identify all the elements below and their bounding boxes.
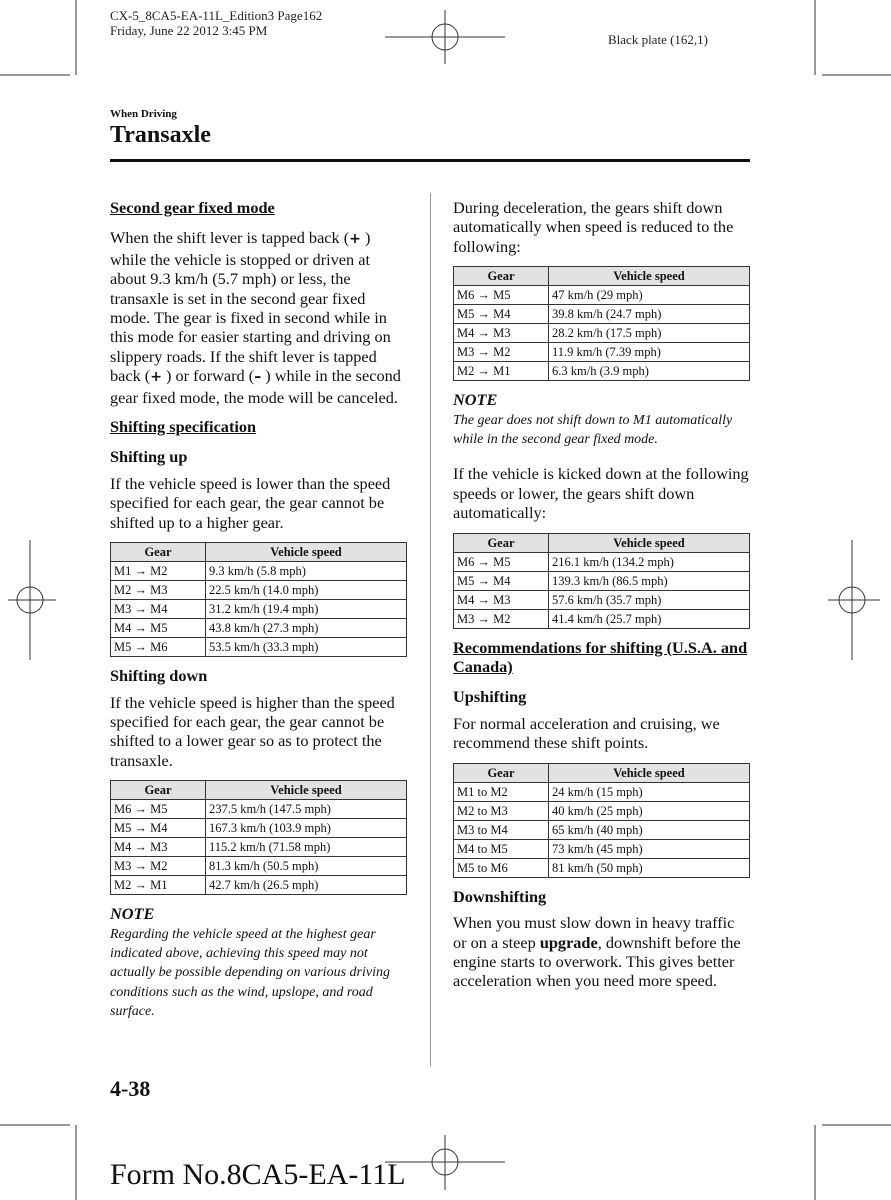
- gear-cell: M3 → M4: [111, 600, 206, 619]
- second-gear-paragraph: [110, 228, 408, 407]
- p1-part-b: ) while the vehicle is stopped or driven at about 9.3 km/h (5.7 mph) or less, the transaxle is set in the second gear fixed mode. The gear is fixed in second while in this mode for easier starting and driving on slippery roads. If the shift lever is tapped back (: [110, 228, 391, 386]
- speed-cell: 65 km/h (40 mph): [549, 820, 750, 839]
- section-label: When Driving: [110, 108, 177, 120]
- page-number: 4-38: [110, 1076, 151, 1101]
- speed-cell: 28.2 km/h (17.5 mph): [549, 324, 750, 343]
- col-header-speed: Vehicle speed: [206, 543, 407, 562]
- note-text: Regarding the vehicle speed at the highest gear indicated above, achieving this speed may not actually be possible depending on various driving conditions such as the wind, upslope, and road surface.: [110, 926, 390, 1020]
- shift-down-table: [110, 780, 407, 895]
- note-title: NOTE: [110, 904, 155, 924]
- table-row: [454, 609, 750, 628]
- table-row: [111, 638, 407, 657]
- col-header-gear: Gear: [454, 763, 549, 782]
- col-header-gear: Gear: [111, 781, 206, 800]
- gear-cell: M4 → M5: [111, 619, 206, 638]
- gear-cell: M5 → M4: [454, 571, 549, 590]
- speed-cell: 47 km/h (29 mph): [549, 286, 750, 305]
- shifting-down-text: If the vehicle speed is higher than the speed specified for each gear, the gear cannot be shifted to a lower gear so as to protect the transaxle.: [110, 692, 395, 770]
- print-job-line-1: CX-5_8CA5-EA-11L_Edition3 Page162: [110, 8, 323, 23]
- p1-part-a: When the shift lever is tapped back (: [110, 228, 350, 248]
- col-header-speed: Vehicle speed: [549, 763, 750, 782]
- table-row: [111, 838, 407, 857]
- shifting-up-text: If the vehicle speed is lower than the speed specified for each gear, the gear cannot be shifted up to a higher gear.: [110, 473, 391, 532]
- shifting-spec-heading: Shifting specification: [110, 417, 257, 437]
- speed-cell: 42.7 km/h (26.5 mph): [206, 876, 407, 895]
- speed-cell: 43.8 km/h (27.3 mph): [206, 619, 407, 638]
- minus-symbol: –: [254, 369, 262, 386]
- table-row: [111, 800, 407, 819]
- upshifting-heading: Upshifting: [453, 687, 527, 707]
- table-row: [111, 581, 407, 600]
- downshift-part-a: When you must slow down in heavy traffic or on a steep: [453, 913, 735, 952]
- col-header-gear: Gear: [454, 533, 549, 552]
- gear-cell: M2 → M1: [111, 876, 206, 895]
- speed-cell: 167.3 km/h (103.9 mph): [206, 819, 407, 838]
- gear-cell: M4 to M5: [454, 839, 549, 858]
- kickdown-text: If the vehicle is kicked down at the following speeds or lower, the gears shift down automatically:: [453, 464, 749, 523]
- gear-cell: M3 to M4: [454, 820, 549, 839]
- p1-part-c: ) or forward (: [161, 366, 255, 386]
- downshifting-heading: Downshifting: [453, 886, 547, 906]
- column-divider: [430, 193, 431, 1066]
- col-header-speed: Vehicle speed: [549, 267, 750, 286]
- downshift-bold-word: upgrade: [539, 932, 598, 952]
- speed-cell: 237.5 km/h (147.5 mph): [206, 800, 407, 819]
- kickdown-table: [453, 533, 750, 629]
- speed-cell: 6.3 km/h (3.9 mph): [549, 362, 750, 381]
- table-header-row: [454, 267, 750, 286]
- gear-cell: M6 → M5: [454, 552, 549, 571]
- table-row: [111, 857, 407, 876]
- speed-cell: 11.9 km/h (7.39 mph): [549, 343, 750, 362]
- speed-cell: 9.3 km/h (5.8 mph): [206, 562, 407, 581]
- note-title: NOTE: [453, 390, 498, 410]
- gear-cell: M2 to M3: [454, 801, 549, 820]
- downshifting-text: [453, 913, 751, 991]
- page-title: Transaxle: [110, 122, 211, 148]
- table-row: [454, 286, 750, 305]
- table-header-row: [111, 781, 407, 800]
- plus-symbol: +: [349, 231, 361, 248]
- speed-cell: 81.3 km/h (50.5 mph): [206, 857, 407, 876]
- speed-cell: 41.4 km/h (25.7 mph): [549, 609, 750, 628]
- table-row: [454, 820, 750, 839]
- gear-cell: M6 → M5: [454, 286, 549, 305]
- note-text: The gear does not shift down to M1 automatically while in the second gear fixed mode.: [453, 412, 733, 448]
- downshift-part-b: , downshift before the engine starts to overwork. This gives better acceleration when you need more speed.: [453, 932, 741, 991]
- table-row: [111, 600, 407, 619]
- speed-cell: 57.6 km/h (35.7 mph): [549, 590, 750, 609]
- col-header-speed: Vehicle speed: [549, 533, 750, 552]
- col-header-gear: Gear: [111, 543, 206, 562]
- gear-cell: M2 → M3: [111, 581, 206, 600]
- speed-cell: 31.2 km/h (19.4 mph): [206, 600, 407, 619]
- table-row: [111, 876, 407, 895]
- gear-cell: M5 → M6: [111, 638, 206, 657]
- shift-up-table: [110, 542, 407, 657]
- speed-cell: 24 km/h (15 mph): [549, 782, 750, 801]
- table-row: [111, 619, 407, 638]
- deceleration-table: [453, 266, 750, 381]
- table-row: [454, 552, 750, 571]
- table-row: [454, 590, 750, 609]
- upshifting-text: For normal acceleration and cruising, we recommend these shift points.: [453, 713, 720, 753]
- table-row: [454, 324, 750, 343]
- table-header-row: [454, 763, 750, 782]
- plus-symbol: +: [150, 369, 162, 386]
- col-header-speed: Vehicle speed: [206, 781, 407, 800]
- title-rule: [110, 159, 750, 162]
- table-row: [454, 839, 750, 858]
- deceleration-text: During deceleration, the gears shift down automatically when speed is reduced to the following:: [453, 198, 734, 256]
- gear-cell: M1 → M2: [111, 562, 206, 581]
- right-column: [453, 198, 751, 1001]
- table-row: [454, 782, 750, 801]
- gear-cell: M5 to M6: [454, 858, 549, 877]
- gear-cell: M5 → M4: [454, 305, 549, 324]
- left-column: [110, 198, 408, 1037]
- gear-cell: M4 → M3: [454, 324, 549, 343]
- gear-cell: M4 → M3: [454, 590, 549, 609]
- table-header-row: [454, 533, 750, 552]
- table-row: [111, 819, 407, 838]
- gear-cell: M3 → M2: [111, 857, 206, 876]
- table-row: [454, 305, 750, 324]
- speed-cell: 115.2 km/h (71.58 mph): [206, 838, 407, 857]
- speed-cell: 22.5 km/h (14.0 mph): [206, 581, 407, 600]
- table-row: [454, 801, 750, 820]
- p1-part-d: ) while in the second gear fixed mode, the mode will be canceled.: [110, 366, 401, 407]
- gear-cell: M4 → M3: [111, 838, 206, 857]
- form-number: Form No.8CA5-EA-11L: [110, 1158, 406, 1191]
- speed-cell: 73 km/h (45 mph): [549, 839, 750, 858]
- speed-cell: 53.5 km/h (33.3 mph): [206, 638, 407, 657]
- table-row: [454, 343, 750, 362]
- col-header-gear: Gear: [454, 267, 549, 286]
- upshift-table: [453, 763, 750, 878]
- plate-label: Black plate (162,1): [608, 32, 708, 47]
- recommendations-heading: Recommendations for shifting (U.S.A. and Canada): [453, 637, 748, 677]
- print-job-line-2: Friday, June 22 2012 3:45 PM: [110, 23, 268, 38]
- speed-cell: 216.1 km/h (134.2 mph): [549, 552, 750, 571]
- table-header-row: [111, 543, 407, 562]
- second-gear-heading: Second gear fixed mode: [110, 198, 275, 217]
- table-row: [111, 562, 407, 581]
- table-row: [454, 858, 750, 877]
- gear-cell: M2 → M1: [454, 362, 549, 381]
- gear-cell: M3 → M2: [454, 343, 549, 362]
- speed-cell: 81 km/h (50 mph): [549, 858, 750, 877]
- speed-cell: 139.3 km/h (86.5 mph): [549, 571, 750, 590]
- speed-cell: 40 km/h (25 mph): [549, 801, 750, 820]
- shifting-up-heading: Shifting up: [110, 447, 188, 467]
- table-row: [454, 571, 750, 590]
- gear-cell: M5 → M4: [111, 819, 206, 838]
- shifting-down-heading: Shifting down: [110, 666, 208, 686]
- gear-cell: M6 → M5: [111, 800, 206, 819]
- speed-cell: 39.8 km/h (24.7 mph): [549, 305, 750, 324]
- gear-cell: M1 to M2: [454, 782, 549, 801]
- table-row: [454, 362, 750, 381]
- gear-cell: M3 → M2: [454, 609, 549, 628]
